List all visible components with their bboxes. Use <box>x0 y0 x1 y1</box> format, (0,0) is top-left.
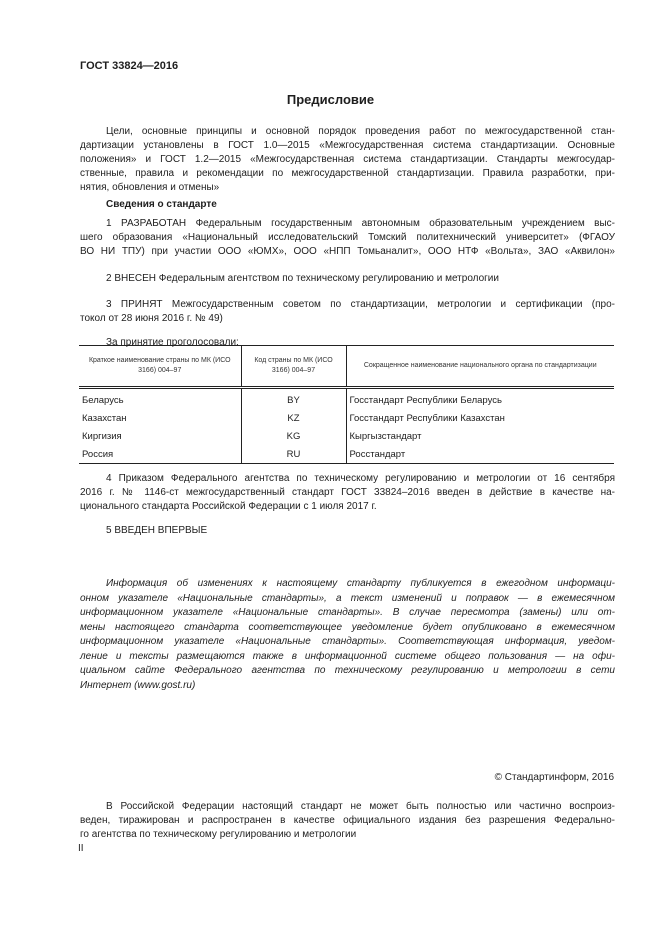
votes-label: За принятие проголосовали: <box>106 337 239 348</box>
info-line: онном указателе «Национальные стандарты», а текст изменений и поправок — в ежемесячном <box>80 592 615 604</box>
item-1-line: шего образования «Национальный исследовательский Томский политехнический университет» (ФГАОУ <box>80 232 615 243</box>
copyright: © Стандартинформ, 2016 <box>494 772 614 783</box>
item-5-line: 5 ВВЕДЕН ВПЕРВЫЕ <box>106 525 208 536</box>
body-cell: Росстандарт <box>346 445 614 464</box>
item-1-line: ВО НИ ТПУ) при участии ООО «ЮМХ», ООО «НПП Томьаналит», ООО НТФ «Вольта», ЗАО «Аквилон» <box>80 246 615 257</box>
info-notice <box>80 577 615 693</box>
intro-line: положения» и ГОСТ 1.2—2015 «Межгосударственная система стандартизации. Стандарты межгосудар- <box>80 154 615 165</box>
country-cell: Казахстан <box>82 412 127 424</box>
info-line: мены настоящего стандарта соответствующее уведомление будет опубликовано в ежемесячном <box>80 621 615 633</box>
section-title: Сведения о стандарте <box>106 199 217 210</box>
info-line: циальном сайте Федерального агентства по техническому регулированию и метрологии в сети <box>80 665 615 676</box>
item-4-order <box>80 472 615 514</box>
table-header-code: Код страны по МК (ИСО 3166) 004–97 <box>241 346 346 388</box>
code-cell: BY <box>241 388 346 410</box>
item-3-line: 3 ПРИНЯТ Межгосударственным советом по стандартизации, метрологии и сертификации (про- <box>106 299 615 310</box>
code-cell: RU <box>241 445 346 464</box>
item-2-line: 2 ВНЕСЕН Федеральным агентством по техническому регулированию и метрологии <box>106 273 499 284</box>
table-header-country: Краткое наименование страны по МК (ИСО 3166) 004–97 <box>79 346 241 388</box>
item-3-adopted <box>80 298 615 326</box>
item-4-line: 2016 г. № 1146-ст межгосударственный стандарт ГОСТ 33824–2016 введен в действие в качестве на- <box>80 487 615 498</box>
info-line: Информация об изменениях к настоящему стандарту публикуется в ежегодном информаци- <box>106 578 615 589</box>
footer-line: В Российской Федерации настоящий стандарт не может быть полностью или частично воспроиз- <box>106 801 615 812</box>
table-row <box>79 409 614 427</box>
info-line: информационном указателе «Национальные стандарты». Соответствующая информация, уведом- <box>80 636 615 647</box>
info-line: ление и тексты размещаются также в информационной системе общего пользования — на офи- <box>80 650 615 662</box>
page-number: II <box>78 843 84 854</box>
item-3-line: токол от 28 июня 2016 г. № 49) <box>80 313 223 324</box>
table-row <box>79 388 614 410</box>
body-cell: Госстандарт Республики Беларусь <box>346 388 614 410</box>
table-row <box>79 445 614 464</box>
body-cell: Госстандарт Республики Казахстан <box>346 409 614 427</box>
body-cell: Кыргызстандарт <box>346 427 614 445</box>
country-cell: Беларусь <box>82 394 124 406</box>
item-1-line: 1 РАЗРАБОТАН Федеральным государственным автономным образовательным учреждением выс- <box>106 218 615 229</box>
table-header-body: Сокращенное наименование национального органа по стандартизации <box>346 346 614 388</box>
item-5-first-introduced <box>80 524 615 538</box>
table-row <box>79 427 614 445</box>
votes-table <box>79 345 614 464</box>
document-code: ГОСТ 33824—2016 <box>80 60 179 72</box>
intro-paragraph <box>80 125 615 195</box>
footer-line: го агентства по техническому регулированию и метрологии <box>80 829 357 840</box>
intro-line: нятия, обновления и отмены» <box>80 182 220 193</box>
country-cell: Киргизия <box>82 430 122 442</box>
intro-line: дартизации установлены в ГОСТ 1.0—2015 «Межгосударственная система стандартизации. Основные <box>80 140 615 151</box>
item-4-line: ционального стандарта Российской Федерации с 1 июля 2017 г. <box>80 501 377 512</box>
page-title: Предисловие <box>286 92 375 107</box>
intro-line: Цели, основные принципы и основной порядок проведения работ по межгосударственной стан- <box>106 126 615 137</box>
item-1-developed <box>80 217 615 259</box>
item-2-introduced <box>80 272 615 286</box>
info-line: Интернет (www.gost.ru) <box>80 679 196 691</box>
footer-notice <box>80 800 615 842</box>
item-4-line: 4 Приказом Федерального агентства по техническому регулированию и метрологии от 16 сентября <box>106 473 615 484</box>
footer-line: веден, тиражирован и распространен в качестве официального издания без разрешения Федерально- <box>80 815 615 826</box>
code-cell: KZ <box>241 409 346 427</box>
info-line: информационном указателе «Национальные стандарты». В случае пересмотра (замены) или от- <box>80 607 615 618</box>
intro-line: ственные, правила и рекомендации по межгосударственной стандартизации. Правила разработки, при- <box>80 168 615 179</box>
code-cell: KG <box>241 427 346 445</box>
country-cell: Россия <box>79 445 241 464</box>
